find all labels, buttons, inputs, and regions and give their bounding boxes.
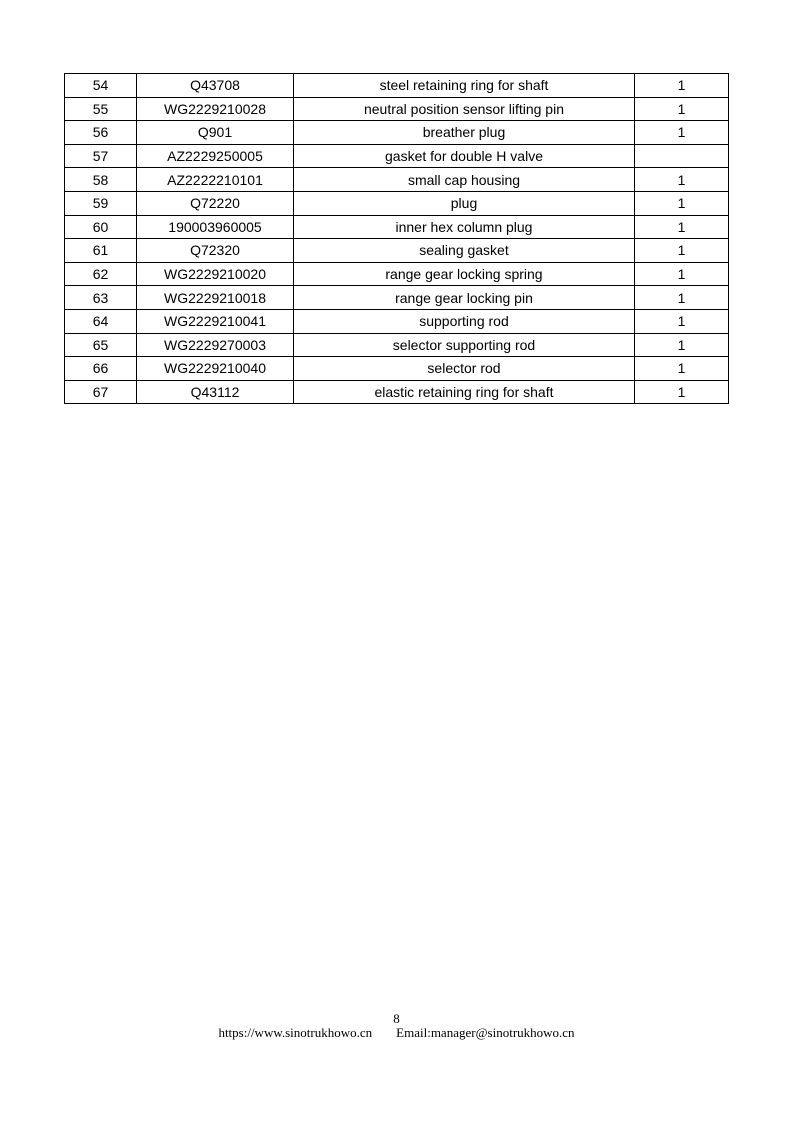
table-row (65, 191, 729, 215)
row-number-cell: 54 (65, 74, 137, 98)
part-name-cell: breather plug (294, 121, 635, 145)
part-code-cell: WG2229270003 (137, 333, 294, 357)
quantity-cell: 1 (635, 168, 729, 192)
table-row (65, 168, 729, 192)
part-code-cell: WG2229210028 (137, 97, 294, 121)
part-name-cell: steel retaining ring for shaft (294, 74, 635, 98)
footer-contact (0, 1025, 793, 1041)
table-row (65, 309, 729, 333)
part-name-cell: supporting rod (294, 309, 635, 333)
quantity-cell: 1 (635, 121, 729, 145)
part-code-cell: WG2229210018 (137, 286, 294, 310)
part-code-cell: WG2229210040 (137, 357, 294, 381)
part-name-cell: inner hex column plug (294, 215, 635, 239)
email-link[interactable]: Email:manager@sinotrukhowo.cn (396, 1025, 575, 1040)
table-row (65, 121, 729, 145)
part-name-cell: gasket for double H valve (294, 144, 635, 168)
row-number-cell: 63 (65, 286, 137, 310)
row-number-cell: 55 (65, 97, 137, 121)
row-number-cell: 66 (65, 357, 137, 381)
table-row (65, 239, 729, 263)
quantity-cell: 1 (635, 97, 729, 121)
part-code-cell: Q72220 (137, 191, 294, 215)
part-name-cell: selector supporting rod (294, 333, 635, 357)
table-row (65, 144, 729, 168)
quantity-cell: 1 (635, 191, 729, 215)
row-number-cell: 58 (65, 168, 137, 192)
row-number-cell: 61 (65, 239, 137, 263)
table-row (65, 357, 729, 381)
website-link[interactable]: https://www.sinotrukhowo.cn (218, 1025, 373, 1040)
table-row (65, 333, 729, 357)
table-row (65, 215, 729, 239)
row-number-cell: 65 (65, 333, 137, 357)
part-code-cell: Q43112 (137, 380, 294, 404)
row-number-cell: 60 (65, 215, 137, 239)
quantity-cell: 1 (635, 380, 729, 404)
part-code-cell: Q43708 (137, 74, 294, 98)
part-code-cell: 190003960005 (137, 215, 294, 239)
part-name-cell: small cap housing (294, 168, 635, 192)
quantity-cell: 1 (635, 74, 729, 98)
row-number-cell: 67 (65, 380, 137, 404)
table-row (65, 380, 729, 404)
quantity-cell (635, 144, 729, 168)
row-number-cell: 62 (65, 262, 137, 286)
part-name-cell: plug (294, 191, 635, 215)
part-name-cell: sealing gasket (294, 239, 635, 263)
row-number-cell: 64 (65, 309, 137, 333)
row-number-cell: 56 (65, 121, 137, 145)
row-number-cell: 59 (65, 191, 137, 215)
parts-table-body (65, 74, 729, 404)
part-code-cell: AZ2222210101 (137, 168, 294, 192)
row-number-cell: 57 (65, 144, 137, 168)
quantity-cell: 1 (635, 286, 729, 310)
quantity-cell: 1 (635, 215, 729, 239)
part-code-cell: AZ2229250005 (137, 144, 294, 168)
quantity-cell: 1 (635, 239, 729, 263)
quantity-cell: 1 (635, 357, 729, 381)
parts-table (64, 73, 729, 404)
part-name-cell: range gear locking spring (294, 262, 635, 286)
part-name-cell: elastic retaining ring for shaft (294, 380, 635, 404)
part-name-cell: range gear locking pin (294, 286, 635, 310)
part-code-cell: Q901 (137, 121, 294, 145)
table-row (65, 262, 729, 286)
part-name-cell: neutral position sensor lifting pin (294, 97, 635, 121)
part-code-cell: WG2229210020 (137, 262, 294, 286)
table-row (65, 97, 729, 121)
part-code-cell: WG2229210041 (137, 309, 294, 333)
part-code-cell: Q72320 (137, 239, 294, 263)
quantity-cell: 1 (635, 333, 729, 357)
quantity-cell: 1 (635, 309, 729, 333)
table-row (65, 286, 729, 310)
table-row (65, 74, 729, 98)
quantity-cell: 1 (635, 262, 729, 286)
page-number: 8 (393, 1011, 400, 1026)
part-name-cell: selector rod (294, 357, 635, 381)
